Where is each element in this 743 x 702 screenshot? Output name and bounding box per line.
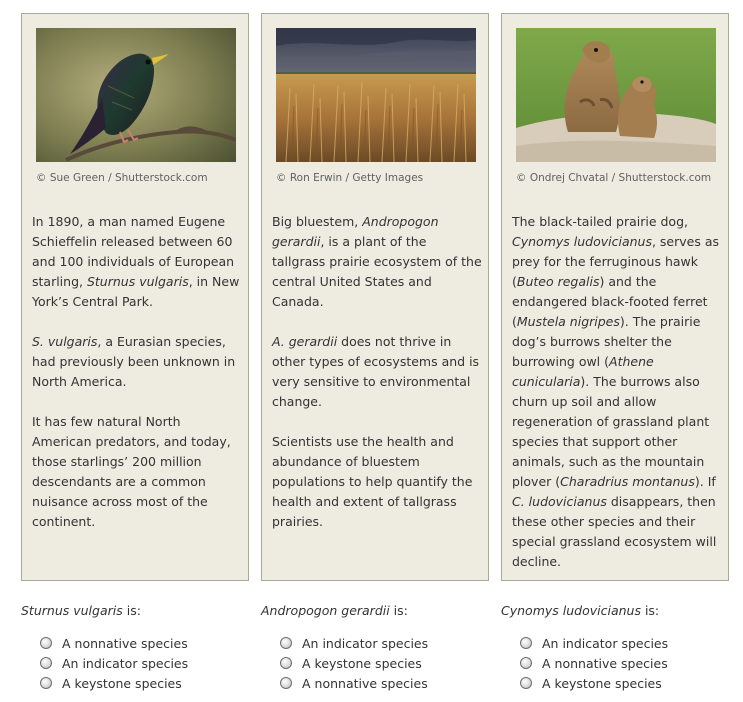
- question-1-subject: Sturnus vulgaris: [21, 603, 123, 618]
- paragraph: [272, 332, 482, 412]
- italic-text: C. ludovicianus: [512, 494, 607, 509]
- option-label[interactable]: A keystone species: [542, 675, 662, 691]
- option-label[interactable]: An indicator species: [62, 655, 189, 671]
- option-label[interactable]: A keystone species: [62, 675, 182, 691]
- radio-button[interactable]: [40, 677, 52, 689]
- text-run: Big bluestem,: [272, 214, 363, 229]
- question-3-subject: Cynomys ludovicianus: [501, 603, 641, 618]
- prairie-dog-photo: [516, 28, 716, 162]
- question-3-prompt: [501, 603, 659, 618]
- text-run: ) and the endangered black-footed ferret (: [512, 274, 708, 329]
- option-label[interactable]: A nonnative species: [542, 655, 668, 671]
- question-2-options: [280, 633, 428, 693]
- question-2-option[interactable]: [280, 633, 428, 653]
- question-3-suffix: is:: [640, 603, 660, 618]
- text-run: , in New York’s Central Park.: [32, 274, 240, 309]
- italic-text: Athene cunicularia: [512, 354, 654, 389]
- prairie-dog-text: [512, 212, 722, 592]
- starling-text: [32, 212, 242, 552]
- text-run: In 1890, a man named Eugene Schieffelin released between 60 and 100 individuals of European starling,: [32, 214, 235, 289]
- italic-text: Mustela nigripes: [516, 314, 620, 329]
- radio-button[interactable]: [520, 677, 532, 689]
- option-label[interactable]: A keystone species: [302, 655, 422, 671]
- italic-text: Buteo regalis: [516, 274, 600, 289]
- italic-text: S. vulgaris: [32, 334, 98, 349]
- text-run: , a Eurasian species, had previously been unknown in North America.: [32, 334, 236, 389]
- bluestem-text: [272, 212, 482, 552]
- question-1-option[interactable]: [40, 673, 188, 693]
- question-2-subject: Andropogon gerardii: [261, 603, 390, 618]
- bluestem-photo: [276, 28, 476, 162]
- radio-button[interactable]: [520, 637, 532, 649]
- option-label[interactable]: A nonnative species: [62, 635, 188, 651]
- option-label[interactable]: An indicator species: [302, 635, 429, 651]
- prairie-dog-photo-credit: © Ondrej Chvatal / Shutterstock.com: [516, 172, 712, 184]
- paragraph: [272, 432, 482, 532]
- text-run: ). The prairie dog’s burrows shelter the burrowing owl (: [512, 314, 701, 369]
- question-3-options: [520, 633, 668, 693]
- text-run: disappears, then these other species and their special grassland ecosystem will decline.: [512, 494, 717, 569]
- italic-text: Andropogon gerardii: [272, 214, 439, 249]
- option-label[interactable]: An indicator species: [542, 635, 669, 651]
- text-run: , is a plant of the tallgrass prairie ecosystem of the central United States and Canada.: [272, 234, 482, 309]
- starling-photo-credit: © Sue Green / Shutterstock.com: [36, 172, 208, 184]
- paragraph: [512, 212, 722, 572]
- italic-text: Sturnus vulgaris: [86, 274, 189, 289]
- question-1-option[interactable]: [40, 633, 188, 653]
- paragraph: [32, 332, 242, 392]
- question-3-option[interactable]: [520, 673, 668, 693]
- bluestem-card: [261, 13, 489, 581]
- starling-photo: [36, 28, 236, 162]
- italic-text: Charadrius montanus: [560, 474, 695, 489]
- text-run: , serves as prey for the ferruginous hawk (: [512, 234, 720, 289]
- radio-button[interactable]: [280, 657, 292, 669]
- option-label[interactable]: A nonnative species: [302, 675, 428, 691]
- italic-text: A. gerardii: [272, 334, 338, 349]
- question-3-option[interactable]: [520, 633, 668, 653]
- paragraph: [272, 212, 482, 312]
- prairie-dog-card: [501, 13, 729, 581]
- question-2-suffix: is:: [389, 603, 408, 618]
- radio-button[interactable]: [280, 637, 292, 649]
- question-2-option[interactable]: [280, 673, 428, 693]
- text-run: does not thrive in other types of ecosystems and is very sensitive to environmental change.: [272, 334, 480, 409]
- radio-button[interactable]: [40, 657, 52, 669]
- paragraph: [32, 212, 242, 312]
- question-2-option[interactable]: [280, 653, 428, 673]
- italic-text: Cynomys ludovicianus: [512, 234, 652, 249]
- question-2-prompt: [261, 603, 408, 618]
- question-3-option[interactable]: [520, 653, 668, 673]
- text-run: The black-tailed prairie dog,: [512, 214, 688, 229]
- question-1-option[interactable]: [40, 653, 188, 673]
- text-run: It has few natural North American predators, and today, those starlings’ 200 million descendants are a common nuisance across most of the continent.: [32, 414, 231, 529]
- question-1-options: [40, 633, 188, 693]
- starling-card: [21, 13, 249, 581]
- paragraph: [32, 412, 242, 532]
- radio-button[interactable]: [40, 637, 52, 649]
- text-run: ). If: [694, 474, 716, 489]
- text-run: ). The burrows also churn up soil and allow regeneration of grassland plant species that support other animals, such as the mountain plover (: [512, 374, 710, 489]
- question-1-suffix: is:: [122, 603, 141, 618]
- text-run: Scientists use the health and abundance of bluestem populations to help quantify the health and extent of tallgrass prairies.: [272, 434, 473, 529]
- radio-button[interactable]: [280, 677, 292, 689]
- question-1-prompt: [21, 603, 141, 618]
- radio-button[interactable]: [520, 657, 532, 669]
- bluestem-photo-credit: © Ron Erwin / Getty Images: [276, 172, 424, 184]
